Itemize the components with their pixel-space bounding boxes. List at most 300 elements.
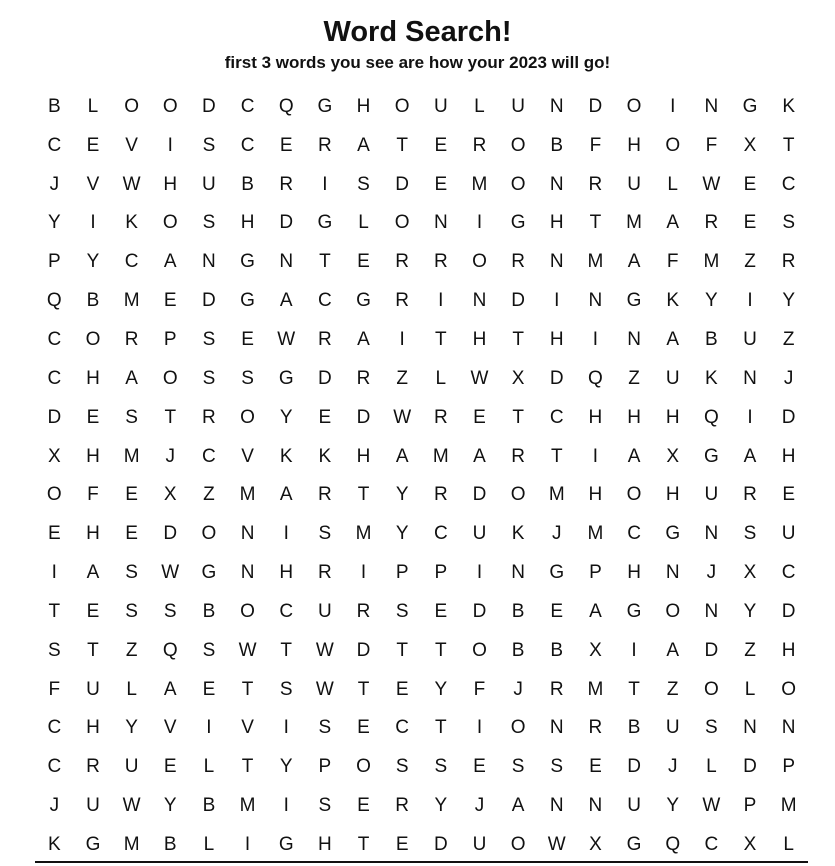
grid-row — [35, 281, 808, 320]
grid-letter: T — [241, 678, 254, 700]
grid-letter: Y — [47, 212, 61, 234]
grid-letter: D — [395, 173, 410, 195]
grid-letter: O — [46, 484, 62, 506]
grid-letter: N — [627, 328, 641, 350]
grid-letter: Y — [782, 290, 796, 312]
grid-letter: S — [318, 795, 332, 817]
grid-letter: W — [238, 639, 257, 661]
grid-letter: S — [202, 212, 216, 234]
grid-letter: G — [278, 833, 294, 855]
page-subtitle: first 3 words you see are how your 2023 will go! — [224, 53, 611, 72]
grid-letter: D — [433, 833, 448, 855]
grid-letter: S — [511, 756, 525, 778]
grid-letter: R — [279, 173, 294, 195]
grid-letter: C — [781, 173, 796, 195]
grid-letter: A — [473, 445, 486, 467]
grid-letter: U — [511, 95, 525, 117]
grid-letter: M — [626, 212, 642, 234]
grid-letter: S — [550, 756, 564, 778]
grid-letter: J — [783, 367, 794, 389]
grid-letter: J — [49, 173, 60, 195]
grid-letter: C — [549, 406, 564, 428]
grid-letter: Y — [434, 678, 448, 700]
grid-letter: G — [317, 95, 333, 117]
grid-letter: Q — [588, 367, 603, 389]
bottom-divider — [35, 861, 808, 863]
grid-letter: E — [47, 523, 61, 545]
grid-letter: X — [163, 484, 177, 506]
grid-row — [35, 553, 808, 592]
grid-letter: X — [589, 639, 602, 661]
grid-letter: I — [592, 445, 599, 467]
grid-letter: H — [86, 367, 100, 389]
grid-letter: B — [705, 328, 718, 350]
grid-letter: R — [318, 562, 332, 584]
grid-letter: G — [240, 251, 255, 273]
grid-letter: V — [125, 134, 138, 156]
grid-letter: L — [203, 756, 215, 778]
grid-letter: M — [123, 833, 140, 855]
grid-letter: P — [743, 795, 757, 817]
grid-letter: G — [85, 833, 101, 855]
grid-letter: T — [357, 678, 370, 700]
grid-letter: Q — [278, 95, 294, 117]
grid-letter: A — [589, 600, 602, 622]
grid-letter: R — [549, 678, 564, 700]
grid-letter: J — [165, 445, 176, 467]
grid-letter: I — [747, 290, 753, 312]
grid-letter: A — [511, 795, 525, 817]
grid-letter: K — [318, 445, 332, 467]
grid-letter: T — [357, 484, 370, 506]
grid-letter: K — [279, 445, 293, 467]
grid-letter: C — [433, 523, 448, 545]
grid-letter: E — [434, 134, 448, 156]
grid-letter: N — [433, 212, 448, 234]
grid-letter: N — [511, 562, 525, 584]
grid-letter: R — [433, 251, 448, 273]
grid-letter: G — [510, 212, 526, 234]
grid-letter: D — [356, 639, 371, 661]
word-search-grid — [35, 87, 808, 864]
grid-letter: U — [704, 484, 719, 506]
grid-letter: I — [476, 212, 483, 234]
grid-letter: U — [665, 367, 680, 389]
grid-letter: H — [86, 445, 100, 467]
grid-letter: G — [317, 212, 333, 234]
grid-letter: E — [125, 484, 138, 506]
grid-letter: G — [549, 562, 565, 584]
grid-letter: O — [240, 406, 255, 428]
grid-letter: X — [743, 562, 757, 584]
grid-letter: Y — [434, 795, 448, 817]
grid-letter: N — [240, 523, 255, 545]
grid-letter: I — [476, 717, 483, 739]
grid-letter: C — [279, 600, 294, 622]
grid-letter: C — [47, 367, 62, 389]
grid-letter: R — [433, 406, 448, 428]
grid-letter: N — [549, 251, 564, 273]
grid-letter: O — [781, 678, 797, 700]
grid-letter: D — [202, 95, 216, 117]
grid-letter: O — [201, 523, 217, 545]
grid-letter: L — [474, 95, 485, 117]
grid-letter: R — [395, 290, 410, 312]
grid-letter: G — [356, 290, 371, 312]
grid-letter: H — [781, 639, 796, 661]
grid-letter: M — [471, 173, 488, 195]
grid-letter: V — [241, 445, 254, 467]
grid-letter: H — [781, 445, 796, 467]
grid-letter: W — [315, 639, 334, 661]
grid-row — [35, 747, 808, 786]
grid-letter: W — [547, 833, 566, 855]
grid-letter: U — [472, 523, 487, 545]
grid-letter: Z — [628, 367, 640, 389]
grid-letter: N — [665, 562, 680, 584]
grid-letter: B — [202, 600, 216, 622]
grid-letter: C — [395, 717, 410, 739]
grid-letter: A — [627, 445, 641, 467]
grid-letter: I — [283, 795, 289, 817]
grid-letter: R — [588, 717, 603, 739]
grid-letter: S — [125, 562, 138, 584]
grid-letter: H — [627, 562, 641, 584]
grid-letter: T — [280, 639, 293, 661]
grid-letter: P — [434, 562, 448, 584]
grid-letter: E — [395, 833, 409, 855]
grid-letter: H — [318, 833, 332, 855]
grid-letter: E — [318, 406, 332, 428]
grid-letter: Y — [743, 600, 757, 622]
grid-letter: D — [356, 406, 371, 428]
grid-letter: O — [85, 328, 101, 350]
grid-letter: L — [744, 678, 756, 700]
grid-letter: L — [783, 833, 794, 855]
grid-letter: P — [318, 756, 332, 778]
grid-letter: W — [161, 562, 180, 584]
grid-letter: N — [704, 600, 719, 622]
grid-letter: L — [126, 678, 137, 700]
grid-letter: W — [470, 367, 489, 389]
grid-letter: Y — [395, 523, 409, 545]
grid-letter: G — [626, 600, 642, 622]
grid-letter: M — [355, 523, 372, 545]
grid-letter: D — [279, 212, 294, 234]
grid-letter: E — [202, 678, 216, 700]
grid-letter: H — [549, 328, 564, 350]
grid-row — [35, 670, 808, 709]
grid-letter: O — [510, 833, 526, 855]
grid-letter: R — [704, 212, 719, 234]
grid-letter: N — [743, 717, 757, 739]
grid-letter: M — [432, 445, 449, 467]
grid-letter: B — [511, 600, 525, 622]
grid-letter: A — [666, 212, 680, 234]
grid-letter: S — [279, 678, 293, 700]
grid-letter: O — [356, 756, 371, 778]
grid-letter: L — [203, 833, 215, 855]
grid-letter: N — [549, 95, 564, 117]
grid-letter: H — [240, 212, 255, 234]
grid-letter: I — [283, 523, 289, 545]
grid-letter: U — [781, 523, 796, 545]
grid-letter: S — [318, 717, 332, 739]
grid-letter: R — [318, 328, 332, 350]
grid-letter: X — [743, 134, 757, 156]
grid-letter: M — [587, 251, 604, 273]
grid-letter: O — [394, 212, 410, 234]
grid-letter: M — [548, 484, 565, 506]
grid-letter: R — [202, 406, 216, 428]
grid-letter: F — [705, 134, 718, 156]
grid-letter: I — [670, 95, 676, 117]
grid-letter: A — [125, 367, 138, 389]
grid-letter: M — [239, 484, 256, 506]
grid-row — [35, 204, 808, 243]
grid-letter: I — [206, 717, 212, 739]
grid-letter: E — [86, 600, 100, 622]
grid-letter: R — [781, 251, 796, 273]
grid-letter: A — [357, 328, 370, 350]
grid-letter: T — [48, 600, 61, 622]
grid-letter: C — [47, 756, 62, 778]
grid-letter: R — [318, 134, 332, 156]
grid-letter: T — [589, 212, 602, 234]
grid-letter: T — [319, 251, 331, 273]
grid-letter: G — [742, 95, 758, 117]
grid-letter: R — [511, 445, 525, 467]
grid-letter: P — [163, 328, 177, 350]
grid-letter: H — [86, 717, 100, 739]
grid-letter: O — [510, 173, 526, 195]
grid-letter: O — [472, 251, 487, 273]
grid-letter: B — [86, 290, 100, 312]
grid-letter: R — [86, 756, 100, 778]
grid-letter: R — [433, 484, 448, 506]
grid-letter: N — [472, 290, 487, 312]
grid-letter: I — [476, 562, 483, 584]
grid-letter: U — [665, 717, 680, 739]
grid-letter: E — [434, 600, 448, 622]
grid-letter: M — [123, 445, 140, 467]
grid-letter: K — [511, 523, 525, 545]
grid-letter: E — [125, 523, 138, 545]
grid-letter: N — [549, 173, 564, 195]
grid-letter: L — [358, 212, 369, 234]
grid-letter: H — [627, 406, 641, 428]
grid-letter: Q — [665, 833, 681, 855]
grid-letter: O — [665, 134, 681, 156]
grid-letter: I — [244, 833, 251, 855]
grid-letter: C — [318, 290, 332, 312]
grid-letter: E — [395, 678, 409, 700]
grid-letter: K — [47, 833, 61, 855]
grid-letter: W — [122, 173, 141, 195]
grid-letter: Q — [46, 290, 62, 312]
grid-letter: I — [399, 328, 405, 350]
grid-letter: H — [86, 523, 100, 545]
grid-letter: M — [703, 251, 720, 273]
grid-letter: M — [239, 795, 256, 817]
grid-letter: R — [318, 484, 332, 506]
grid-letter: E — [279, 134, 293, 156]
grid-letter: T — [435, 328, 447, 350]
grid-letter: Q — [162, 639, 178, 661]
grid-letter: S — [163, 600, 177, 622]
grid-letter: I — [631, 639, 637, 661]
grid-letter: I — [554, 290, 560, 312]
grid-letter: R — [395, 795, 410, 817]
grid-letter: D — [704, 639, 719, 661]
grid-letter: E — [473, 406, 486, 428]
grid-letter: S — [395, 600, 409, 622]
grid-letter: T — [435, 717, 447, 739]
grid-letter: C — [47, 328, 62, 350]
grid-letter: F — [48, 678, 61, 700]
grid-letter: I — [747, 406, 753, 428]
grid-row — [35, 514, 808, 553]
grid-letter: U — [202, 173, 216, 195]
grid-letter: U — [433, 95, 448, 117]
grid-letter: P — [589, 562, 602, 584]
grid-letter: T — [241, 756, 254, 778]
grid-letter: T — [164, 406, 177, 428]
grid-letter: W — [393, 406, 412, 428]
grid-row — [35, 87, 808, 126]
grid-letter: U — [743, 328, 757, 350]
grid-letter: C — [47, 134, 62, 156]
grid-letter: A — [279, 484, 293, 506]
grid-letter: S — [705, 717, 718, 739]
grid-letter: S — [357, 173, 370, 195]
grid-letter: U — [318, 600, 332, 622]
grid-letter: G — [240, 290, 255, 312]
grid-letter: H — [549, 212, 564, 234]
grid-letter: E — [589, 756, 602, 778]
grid-letter: E — [782, 484, 796, 506]
grid-letter: D — [627, 756, 641, 778]
grid-letter: O — [510, 484, 526, 506]
grid-letter: W — [122, 795, 141, 817]
grid-letter: B — [163, 833, 177, 855]
grid-letter: X — [589, 833, 602, 855]
grid-letter: S — [241, 367, 254, 389]
grid-letter: R — [124, 328, 139, 350]
grid-letter: D — [163, 523, 178, 545]
grid-row — [35, 475, 808, 514]
grid-letter: T — [512, 328, 524, 350]
grid-letter: A — [279, 290, 293, 312]
grid-letter: N — [240, 562, 255, 584]
grid-letter: G — [201, 562, 217, 584]
grid-letter: X — [666, 445, 680, 467]
grid-letter: F — [87, 484, 99, 506]
grid-letter: E — [434, 173, 448, 195]
grid-letter: S — [318, 523, 332, 545]
grid-letter: M — [123, 290, 140, 312]
grid-letter: T — [396, 639, 408, 661]
grid-letter: D — [318, 367, 332, 389]
grid-letter: T — [550, 445, 563, 467]
grid-letter: Y — [395, 484, 409, 506]
grid-letter: S — [47, 639, 61, 661]
grid-letter: O — [510, 134, 526, 156]
grid-letter: A — [627, 251, 641, 273]
grid-letter: R — [511, 251, 525, 273]
grid-row — [35, 786, 808, 825]
grid-letter: S — [125, 406, 138, 428]
grid-letter: H — [588, 484, 603, 506]
page-title: Word Search! — [323, 16, 512, 48]
grid-letter: O — [626, 484, 642, 506]
grid-letter: O — [394, 95, 410, 117]
grid-letter: E — [357, 717, 370, 739]
grid-letter: E — [86, 134, 100, 156]
grid-letter: P — [782, 756, 796, 778]
grid-letter: D — [781, 406, 796, 428]
grid-letter: I — [592, 328, 599, 350]
grid-letter: R — [743, 484, 757, 506]
grid-letter: Z — [782, 328, 795, 350]
grid-letter: E — [743, 173, 757, 195]
grid-letter: H — [163, 173, 178, 195]
grid-letter: G — [665, 523, 681, 545]
grid-letter: P — [395, 562, 409, 584]
grid-letter: Y — [163, 795, 177, 817]
grid-letter: C — [47, 717, 62, 739]
grid-row — [35, 825, 808, 864]
grid-letter: S — [202, 328, 216, 350]
grid-letter: X — [743, 833, 757, 855]
grid-letter: N — [704, 523, 719, 545]
grid-letter: S — [782, 212, 796, 234]
grid-letter: P — [47, 251, 61, 273]
grid-letter: E — [86, 406, 100, 428]
grid-letter: J — [667, 756, 678, 778]
grid-letter: D — [743, 756, 757, 778]
grid-row — [35, 359, 808, 398]
grid-letter: K — [705, 367, 718, 389]
grid-letter: D — [472, 484, 487, 506]
grid-letter: Q — [703, 406, 719, 428]
grid-letter: N — [588, 795, 603, 817]
grid-letter: C — [124, 251, 139, 273]
grid-letter: R — [356, 367, 371, 389]
grid-letter: O — [626, 95, 642, 117]
grid-letter: A — [666, 328, 680, 350]
grid-letter: F — [666, 251, 679, 273]
grid-letter: J — [706, 562, 717, 584]
grid-letter: B — [550, 134, 564, 156]
grid-letter: C — [202, 445, 216, 467]
grid-letter: Z — [125, 639, 138, 661]
grid-letter: T — [396, 134, 408, 156]
grid-letter: M — [587, 523, 604, 545]
grid-letter: L — [706, 756, 717, 778]
grid-letter: B — [627, 717, 641, 739]
grid-letter: S — [395, 756, 409, 778]
grid-letter: E — [473, 756, 486, 778]
grid-letter: H — [665, 406, 680, 428]
grid-letter: F — [589, 134, 602, 156]
grid-row — [35, 709, 808, 748]
grid-letter: A — [666, 639, 680, 661]
grid-letter: E — [550, 600, 564, 622]
grid-row — [35, 126, 808, 165]
grid-letter: H — [279, 562, 294, 584]
grid-letter: I — [90, 212, 96, 234]
